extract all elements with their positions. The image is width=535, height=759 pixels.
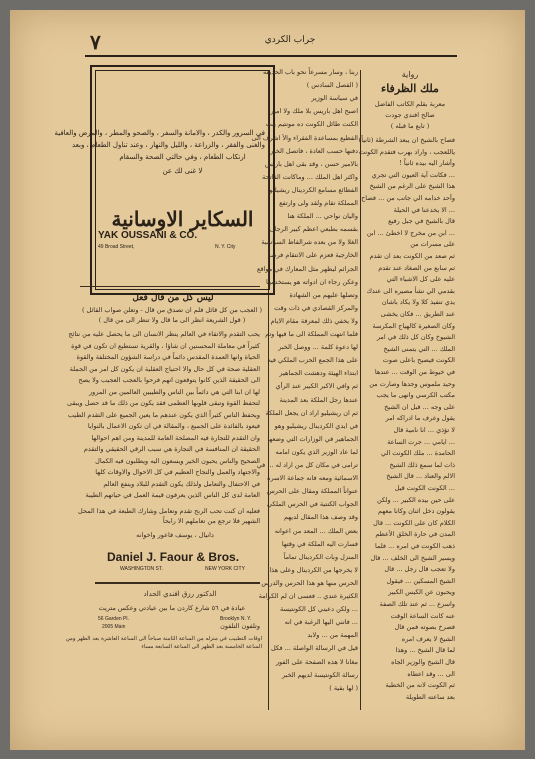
text-line: ولا تعجب قال رجل ... قال bbox=[384, 565, 455, 574]
article-signature: دانيال ، يوسف فاعور واخوانه bbox=[136, 531, 214, 539]
text-line: الفظيع بمساعدة الفقراء والأ اشرف الى bbox=[251, 133, 358, 142]
text-line: ... الكونت الكونت قيل bbox=[394, 484, 455, 492]
text-line: ثم ان ريشيليو اراد ان يجعل الملكة bbox=[265, 408, 358, 417]
text-line: قيل في الرسالة الواصلة ... فكل bbox=[270, 644, 358, 653]
text-line: ثم الكونت لانه من الخطبة bbox=[385, 681, 455, 690]
text-line: الحرس منها هو هذا الحرس والدرس bbox=[261, 578, 358, 587]
text-line: ثم سابع من الصغاد عند تقدم bbox=[378, 263, 455, 272]
ad-street: 49 Broad Street, bbox=[98, 244, 135, 250]
text-line: الحقيقة ان المنافسة في التجارة هي سبب الرقي الحقيقي والتقدم bbox=[83, 445, 260, 453]
text-line: فصرخ بصوته فمن قال bbox=[394, 623, 455, 632]
text-line: وان التقدم للتجارة فيه المصلحة العامة للمدينة ومن اهم احوالها bbox=[91, 433, 260, 442]
text-line: الجماهير في الوزارات التي وضعها bbox=[267, 434, 358, 443]
text-line: بالامير حسن ، وقد بقى اهل باريس bbox=[264, 159, 358, 168]
running-title: جراب الكردي bbox=[264, 35, 316, 45]
ad-text-line: لا غنى لك عن bbox=[162, 167, 203, 175]
text-line: ... فكانت آية العيون التي تجري bbox=[371, 170, 455, 179]
text-line: لما قال الشيخ ... وهذا bbox=[395, 646, 455, 655]
text-line: العقلية صحة في كل حال والا احتياج العقلية ان يكون كل امر من الجملة bbox=[69, 364, 260, 373]
ad-haddad-phone-label: وتلفون التلفون bbox=[220, 622, 260, 630]
text-line: والاجتهاد والعمل والنجاح العظيم في كل الاحوال والاوقات كلها bbox=[95, 468, 260, 476]
ad-brand-arabic: السكاير الاوسانية bbox=[111, 207, 254, 231]
ad-city: N. Y. City bbox=[215, 244, 236, 250]
text-line: على حين بيده الكبير ... ولكن bbox=[376, 495, 455, 504]
text-line: الجرائم ليظهر مثل المعارك في مواقع bbox=[257, 264, 358, 273]
article-closing: فعليه ان كنت تحب الربح تقدم وتعامل وشارك الطبعة في هذا المحل bbox=[78, 507, 260, 515]
text-line: وحيد ملموس وجدها وصارت من bbox=[369, 379, 455, 388]
text-line: ترامى في مكان كل من اراد له ... في bbox=[256, 461, 358, 469]
text-line: الجواب الكنتية في الحرس الملكي bbox=[266, 500, 358, 509]
text-line: ويحفظ الناس كثيراً الذي يكون عندهم ما يعين الجميع على التقدم الطيب bbox=[67, 410, 260, 419]
text-line: واسرع ... ثم عند تلك الصفة bbox=[379, 600, 455, 608]
text-line: لما عاد الوزير الذي يكون امامه bbox=[275, 447, 358, 456]
text-line: وقد وصف هذا المقال لديهم bbox=[283, 513, 358, 522]
novel-label: رواية bbox=[401, 70, 419, 79]
text-line: قال بالشيخ في جبل رفيع bbox=[388, 217, 455, 226]
text-line: رسالة الكونتيسة لديهم الخبر bbox=[281, 670, 358, 679]
text-line: الملك ... التي يتمنى الشيخ bbox=[383, 344, 455, 353]
page-number: ٧ bbox=[90, 30, 101, 54]
text-line: ذهب الكونت في امره ... فلما bbox=[375, 542, 455, 550]
article-closing: الشهير فلا ترجع من تعاملهم الا رابحاً bbox=[162, 517, 260, 525]
text-line: الكونت فيصيح باعلى صوت bbox=[382, 356, 455, 365]
text-line: على مسرات من bbox=[410, 240, 455, 249]
text-line: كثيراً في معاملة المحسنين ان شاؤا ، والقرية تستطيع ان تكون في قوة bbox=[71, 341, 260, 350]
text-line: ... فاتني اليها الرغبة في انه bbox=[284, 618, 358, 627]
text-line: بعد ساعته الطويلة bbox=[405, 692, 455, 701]
ad-sakakini-cigarettes bbox=[54, 65, 275, 295]
text-line: ذات لما سمع ذلك الشيخ bbox=[389, 460, 455, 469]
text-line: لتحفظ القوة وتبقى قلوبها العظمى فقد يكون من ذلك ما قد حصل ويبقى bbox=[67, 399, 260, 407]
ad-brand-latin: YAK OUSSANI & CO. bbox=[98, 230, 198, 241]
text-line: ابتداء الهيئة ودهشت الجماهير bbox=[279, 369, 358, 378]
article-heading: ليس كل من قال فعل bbox=[132, 293, 214, 303]
text-line: ويحبون عن الكيس الكبير bbox=[388, 588, 455, 597]
ad-faour-city: NEW YORK CITY bbox=[205, 566, 245, 572]
text-line: الخارجية فعزم على الانتقام فرصة bbox=[267, 251, 358, 260]
novel-author: صالح افندي جودت bbox=[385, 111, 435, 119]
novel-title: ملك الظرفاء bbox=[381, 82, 439, 95]
text-line: المدن في حارة الخلق الأعظم bbox=[375, 530, 455, 539]
ad-haddad-city: Brooklyn N. Y. bbox=[220, 616, 252, 622]
text-line: لا يخرجها من الكردينال وعلى هذا bbox=[269, 565, 358, 574]
text-line: لا تؤذي ... انا نامية قال bbox=[393, 426, 455, 434]
text-line: اصبح اهل باريس بلا ملك ولا امير bbox=[270, 107, 358, 116]
text-line: بقسمه بطبعي اعظم كبير الرجال bbox=[269, 225, 358, 234]
text-line: عنواناً المملكة ومقال على الحرس bbox=[266, 487, 358, 496]
text-line: هذا الشيخ على الرغم من الشيخ bbox=[369, 182, 455, 191]
ad-faour-rule bbox=[95, 582, 260, 584]
text-line: الكلام كان على الكونت ... قال bbox=[373, 518, 455, 527]
text-line: الكثيرة عندي .. فعسى ان لم الكرامة bbox=[258, 592, 358, 600]
column-rule-right bbox=[360, 70, 361, 710]
article-subheading: ( قول الشريعة انظر الى ما قال ولا تنظر الى من قال ) bbox=[98, 316, 246, 324]
text-line: الى ... وقد اعطاه bbox=[407, 669, 455, 678]
text-line: الاسمائية ومعه فانه جماعة الاسرة bbox=[267, 474, 358, 483]
ad-text-line: ارتكاب الطعام ، وفي حالتي الصحة والسقام bbox=[119, 153, 246, 161]
text-line: دفنها حسب العادة ، فاتصل الخبر bbox=[270, 146, 358, 155]
text-line: ربنا ، وسار مسرعاً نحو باب الحديقة bbox=[262, 68, 358, 76]
newspaper-page bbox=[10, 10, 525, 750]
ad-inner-border bbox=[54, 70, 270, 290]
header-rule bbox=[85, 55, 457, 57]
text-line: في الاحتفال والتعامل ولذلك يكون التقدم للبلاد وينفع العالم bbox=[103, 479, 260, 488]
text-line: ولا يخفي ذلك لمعرفة مقام الايام bbox=[270, 316, 358, 325]
ad-text-line: والغنى والفقر ، والزراعة ، والليل والنهار ، وعند تناول الطعام ، وبعد bbox=[71, 141, 265, 149]
text-line: الصحيح والناس يحبون الخير ويسعون اليه ويطلبون فيه الكمال bbox=[95, 456, 260, 465]
ad-haddad-phone: 2005 Main bbox=[102, 624, 126, 630]
text-line: مغانا لا هذه الصفحة على الفور bbox=[275, 657, 358, 666]
text-line: ... ولكن دعيني كل الكونتيسة bbox=[280, 605, 358, 614]
text-line: الشيوخ وكان كل ذلك في امر bbox=[376, 333, 455, 342]
text-line: عليه على كل الاشياء التي bbox=[386, 275, 455, 284]
ad-haddad-note: الساعة الخامسة بعد الظهر الى الساعة السابعة مساء bbox=[141, 644, 262, 650]
text-line: على وجه ... قبل ان الشيخ bbox=[384, 402, 455, 411]
text-line: وأحد خدامه الي جانب من ... فصاح bbox=[361, 194, 455, 202]
article-top-rule bbox=[80, 286, 260, 287]
text-line: العامة لدى كل الناس الذين يعرفون قيمة العمل في حياتهم الطيبة bbox=[85, 491, 260, 499]
text-line: في سياسة الوزير bbox=[311, 94, 358, 103]
text-line: وعكن رجاء ان ادواته هو يستخدمها bbox=[265, 277, 358, 286]
text-line: يحب التقدم والاتقاء في العالم ينظر الانسان الى ما يحصل عليه من نتائج bbox=[68, 330, 260, 338]
text-line: في ايدي الكردينال ريشيليو وهو bbox=[274, 421, 358, 430]
text-line: الشيخ لا يعرف امره bbox=[401, 634, 455, 643]
text-line: المملكة تقام ولقد ولى وارتفع bbox=[279, 199, 358, 207]
ad-haddad-address: 56 Garden Pl. bbox=[98, 616, 129, 622]
text-line: يقول وعرف ما ادراكه امر bbox=[385, 414, 455, 423]
text-line: فصاح بالشيخ ان يبعد الشرطة (ثانياً) bbox=[358, 136, 455, 144]
text-line: لها ان ابنا التي هي دائماً بين الناس والطيبين العالمين من المرور bbox=[89, 387, 260, 396]
ad-haddad-line: عيادة في ٥٦ شارع كاردن ما بين عيادتي وعكس متريت bbox=[98, 604, 246, 612]
text-line: في خيوط من الوقت ... عندها bbox=[374, 368, 455, 376]
text-line: قال الشيخ والوزير الجاه bbox=[391, 658, 455, 666]
text-line: المهمة من ... ولابد bbox=[307, 631, 358, 640]
text-line: فسارت اليه الملكة في وقتها bbox=[281, 539, 358, 548]
text-line: فيعود بالفائدة على الجميع ، والمقالة في ان تكون الاعمال بالنوايا bbox=[87, 422, 260, 430]
text-line: ويسير الشيخ الى الخلف ... قال bbox=[370, 553, 455, 562]
text-line: ... ابن من مخرج لا اخطئ ... ابن bbox=[366, 228, 455, 237]
text-line: عندها رجل الملكة بعد المدينة bbox=[279, 395, 358, 404]
novel-continued: ( تابع ما قبله ) bbox=[390, 122, 430, 130]
text-line: الشيخ المسكين ... فيقول bbox=[386, 576, 455, 585]
ad-faour-street: WASHINGTON ST. bbox=[120, 566, 163, 572]
ad-haddad-note: اوقات التطبيب في منزله من الساعة الثامنة صباحاً الى الساعة العاشرة بعد الظهر ومن bbox=[65, 636, 262, 642]
text-line: المنزل وبات الكردينال تماماً bbox=[283, 552, 358, 561]
text-line: وتصلها عليهم من الشهادة bbox=[289, 290, 358, 299]
novel-byline: معربة بقلم الكاتب الفاضل bbox=[374, 100, 446, 108]
text-line: وأشار اليه بيده ثانياً ! bbox=[399, 159, 455, 168]
ad-haddad-title: الدكتور رزق افندي الحداد bbox=[143, 590, 217, 598]
text-line: وكان الصغيرة كالهياج المكرسة bbox=[372, 321, 455, 330]
text-line: الفظائع مسامع الكردينال ريشيليو bbox=[269, 185, 358, 194]
text-line: ياللعجب ، واراد بهرب فتقدم الكونت bbox=[358, 147, 455, 156]
text-line: ( الفصل السادس ) bbox=[306, 81, 358, 90]
text-line: مكتب الكرسي وانهى ما يجب bbox=[376, 391, 455, 400]
text-line: بقدمي الي نشأ مصيره الى عندك bbox=[366, 286, 455, 295]
text-line: الحياة وانها العمدة المقدس دائماً في دراسة الشؤون المختلفة والقوة bbox=[76, 353, 260, 361]
text-line: والمركز القصادي في ذات وقت bbox=[274, 303, 358, 312]
text-line: الى الحقيقة الذين كانوا يتوقعون انهم فرحوا بالعجب العجيب ولا يصح bbox=[78, 376, 260, 384]
text-line: يقولون دخل اثنان وكانا معهم bbox=[378, 507, 455, 516]
text-line: ... الا يخدعنا في الحيلة bbox=[393, 205, 455, 214]
text-line: الالم والعناد ... قال الشيخ bbox=[386, 472, 455, 481]
text-line: يدي تنفيذ كلا ولا يكاد باشان bbox=[381, 298, 455, 307]
article-subheading: ( العجب من كل قائل فلم ان تصدق من قال - وتعلن صواب القائل ) bbox=[81, 306, 262, 314]
text-line: ثم وافي الاكبر الكبير عند الرأي bbox=[275, 382, 358, 391]
text-line: واكثر اهل الملك ... وماكانت الفاتحة bbox=[262, 172, 358, 181]
text-line: الحامدة ... ملك الكونت الي bbox=[381, 449, 455, 458]
text-line: لها دعوة كلمة ... ووصل الخبر bbox=[278, 343, 358, 352]
text-line: ... ايامي ... جرت الساعة bbox=[387, 437, 455, 446]
ad-faour-name: Daniel J. Faour & Bros. bbox=[107, 550, 240, 564]
text-line: عنه كانت الساعة الوقت bbox=[390, 611, 455, 620]
text-line: عند الطريق ... فكان يخشى bbox=[380, 310, 455, 318]
text-line: الكنت طائل الكونت ده مونتيم يبث bbox=[265, 120, 358, 129]
text-line: ثم صعد من الكونت بعد ان تقدم bbox=[369, 252, 455, 260]
text-line: ( لها بقية ) bbox=[329, 683, 358, 692]
text-line: الغلا ولا من بعده شرالفاظ السياسية bbox=[261, 238, 358, 247]
ad-text-line: في السرور والكدر ، والامانة والسفر ، والصحو والمطر ، والمرض والعافية bbox=[54, 129, 265, 137]
text-line: بعض الملك ... المعد من اعوانه bbox=[274, 526, 358, 535]
text-line: واليان نواحي ... الملكة هنا bbox=[287, 212, 358, 221]
text-line: على هذا الجمع الحزب الملكي فيه bbox=[267, 356, 358, 365]
text-line: فلما انتهت المملكة الى ما فيها وتم bbox=[265, 330, 358, 338]
